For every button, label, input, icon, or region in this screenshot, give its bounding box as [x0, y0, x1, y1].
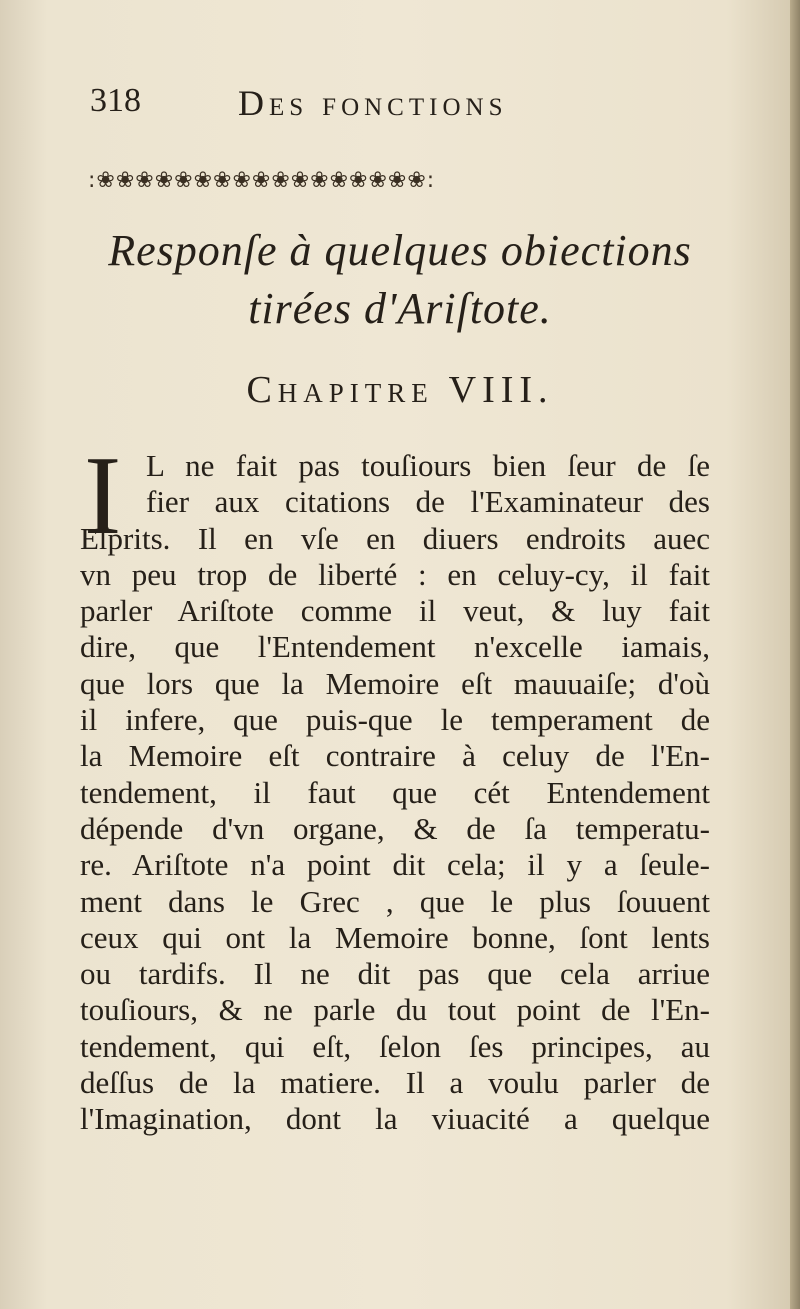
text-line: dire, que l'Entendement n'excelle iamais,	[80, 629, 710, 665]
section-title-line-2: tirées d'Ariſtote.	[248, 284, 552, 333]
drop-cap: I	[84, 434, 122, 558]
text-line: l'Imagination, dont la viuacité a quelque	[80, 1101, 710, 1137]
chapter-label: Chapitre	[246, 369, 434, 411]
page-number: 318	[90, 82, 141, 119]
body-text	[80, 434, 710, 1138]
page-header	[90, 82, 710, 132]
text-line: touſiours, & ne parle du tout point de l'En-	[80, 992, 710, 1028]
chapter-heading	[80, 368, 720, 412]
text-line: vn peu trop de liberté : en celuy-cy, il fait	[80, 556, 710, 592]
section-title-line-1: Responſe à quelques obiections	[108, 226, 692, 275]
text-line: parler Ariſtote comme il veut, & luy fait	[80, 593, 710, 629]
text-line: ceux qui ont la Memoire bonne, ſont lents	[80, 919, 710, 955]
text-line: tendement, il faut que cét Entendement	[80, 774, 710, 810]
section-title	[80, 222, 720, 338]
text-line: que lors que la Memoire eſt mauuaiſe; d'où	[80, 665, 710, 701]
text-line: deſſus de la matiere. Il a voulu parler de	[80, 1065, 710, 1101]
text-line: ou tardifs. Il ne dit pas que cela arriue	[80, 956, 710, 992]
running-title: Des fonctions	[238, 83, 508, 123]
chapter-number: VIII.	[448, 369, 554, 411]
text-line: fier aux citations de l'Examinateur des	[146, 484, 710, 520]
text-line: tendement, qui eſt, ſelon ſes principes, au	[80, 1028, 710, 1064]
decorative-ornament-band: :❀❀❀❀❀❀❀❀❀❀❀❀❀❀❀❀❀:	[88, 168, 436, 193]
page-edge	[790, 0, 800, 1309]
text-line: Eſprits. Il en vſe en diuers endroits auec	[80, 520, 710, 556]
text-line: re. Ariſtote n'a point dit cela; il y a ſeule-	[80, 847, 710, 883]
text-line: la Memoire eſt contraire à celuy de l'En-	[80, 738, 710, 774]
text-line: ment dans le Grec , que le plus ſouuent	[80, 883, 710, 919]
text-line: L ne fait pas touſiours bien ſeur de ſe	[146, 448, 710, 483]
text-line: il infere, que puis-que le temperament de	[80, 702, 710, 738]
text-line: dépende d'vn organe, & de ſa temperatu-	[80, 810, 710, 846]
